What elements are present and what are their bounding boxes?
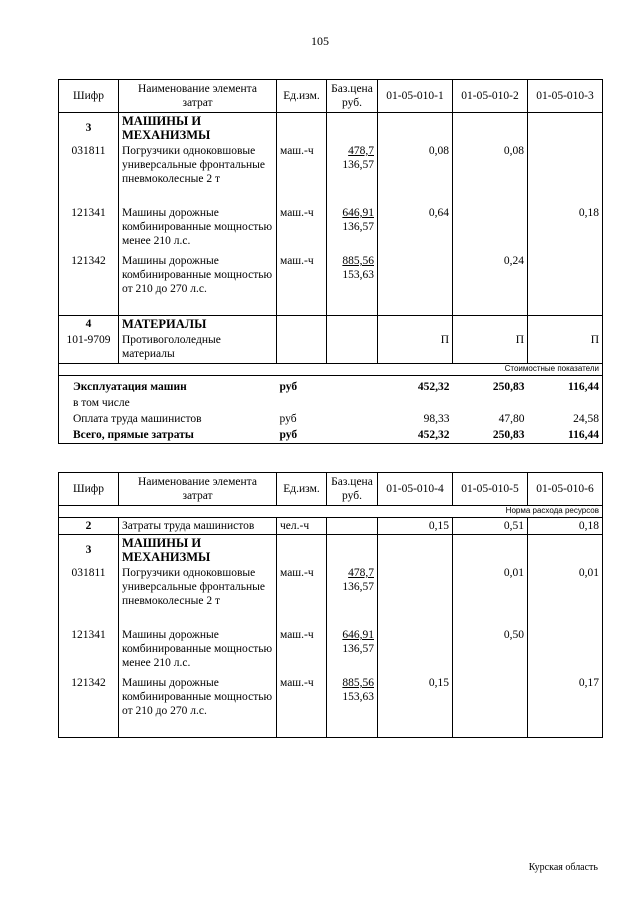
table-header <box>59 473 603 506</box>
summary-label: в том числе <box>59 395 277 411</box>
summary-row <box>59 411 603 427</box>
summary-row <box>59 395 603 411</box>
row-value-2: 0,24 <box>453 253 528 315</box>
row-value-3: 0,18 <box>528 518 603 535</box>
header-name: Наименование элемента затрат <box>119 80 277 113</box>
summary-value-3: 116,44 <box>528 376 603 396</box>
row-name: Погрузчики одноковшовые универсальные фронтальные пневмоколесные 2 т <box>119 565 277 627</box>
summary-value-1: 452,32 <box>417 381 450 393</box>
row-price: 646,91 136,57 <box>327 205 378 253</box>
row-value-2: 0,01 <box>453 565 528 627</box>
row-value-2 <box>453 675 528 737</box>
row-value-1: П <box>378 332 453 364</box>
row-value-1: 0,64 <box>378 205 453 253</box>
summary-value-1: 452,32 <box>378 427 453 444</box>
row-code: 121341 <box>59 205 119 253</box>
header-col-5: 01-05-010-5 <box>453 473 528 506</box>
region-footer: Курская область <box>528 862 598 873</box>
row-value-3 <box>528 143 603 205</box>
summary-label: Эксплуатация машин <box>59 376 277 396</box>
section-row <box>59 535 603 566</box>
note-row <box>59 364 603 376</box>
row-price: 885,56 153,63 <box>327 253 378 315</box>
row-name: Машины дорожные комбинированные мощностью от 210 до 270 л.с. <box>119 675 277 737</box>
row-value-1: 0,15 <box>378 518 453 535</box>
table-row <box>59 627 603 675</box>
row-unit <box>277 332 327 364</box>
header-col-6: 01-05-010-6 <box>528 473 603 506</box>
row-value-3 <box>528 627 603 675</box>
section-row <box>59 315 603 332</box>
row-price: 478,7 136,57 <box>327 143 378 205</box>
resource-table-1 <box>58 79 603 444</box>
header-code: Шифр <box>59 473 119 506</box>
summary-value-2: 250,83 <box>453 427 528 444</box>
header-price: Баз.цена руб. <box>327 473 378 506</box>
row-value-1 <box>378 253 453 315</box>
row-value-3 <box>528 253 603 315</box>
summary-value-3: 116,44 <box>528 427 603 444</box>
summary-label: Оплата труда машинистов <box>59 411 277 427</box>
header-unit: Ед.изм. <box>277 80 327 113</box>
header-name: Наименование элемента затрат <box>119 473 277 506</box>
row-value-3: 0,18 <box>528 205 603 253</box>
row-value-1 <box>378 565 453 627</box>
row-name: Машины дорожные комбинированные мощностью менее 210 л.с. <box>119 205 277 253</box>
note-text: Норма расхода ресурсов <box>59 506 603 518</box>
row-name: Противогололедные материалы <box>119 332 277 364</box>
row-unit: маш.-ч <box>277 627 327 675</box>
summary-value-2: 47,80 <box>498 413 525 425</box>
table-row <box>59 518 603 535</box>
row-code: 121342 <box>59 675 119 737</box>
section-row <box>59 113 603 144</box>
header-col-4: 01-05-010-4 <box>378 473 453 506</box>
header-price: Баз.цена руб. <box>327 80 378 113</box>
table-row <box>59 253 603 315</box>
summary-unit: руб <box>279 381 298 393</box>
row-price: 885,56 153,63 <box>327 675 378 737</box>
header-col-1: 01-05-010-1 <box>378 80 453 113</box>
section-title: МАШИНЫ И МЕХАНИЗМЫ <box>119 535 277 566</box>
section-code: 4 <box>59 315 119 332</box>
note-text: Стоимостные показатели <box>59 364 603 376</box>
row-value-1: 0,15 <box>378 675 453 737</box>
row-code: 031811 <box>59 565 119 627</box>
row-unit: маш.-ч <box>277 205 327 253</box>
section-title: МАШИНЫ И МЕХАНИЗМЫ <box>119 113 277 144</box>
row-unit: маш.-ч <box>277 675 327 737</box>
section-code: 3 <box>59 113 119 144</box>
row-value-2: 0,51 <box>453 518 528 535</box>
row-value-3: П <box>528 332 603 364</box>
summary-value-2: 250,83 <box>492 381 525 393</box>
resource-table-2 <box>58 472 603 738</box>
row-name: Затраты труда машинистов <box>119 518 277 535</box>
row-value-2: 0,50 <box>453 627 528 675</box>
table-row <box>59 675 603 737</box>
summary-unit: руб <box>279 413 297 425</box>
row-name: Машины дорожные комбинированные мощностью от 210 до 270 л.с. <box>119 253 277 315</box>
header-code: Шифр <box>59 80 119 113</box>
summary-row <box>59 376 603 396</box>
row-unit: маш.-ч <box>277 253 327 315</box>
section-code: 3 <box>59 535 119 566</box>
row-value-2: П <box>453 332 528 364</box>
header-col-3: 01-05-010-3 <box>528 80 603 113</box>
row-price: 646,91 136,57 <box>327 627 378 675</box>
row-value-3: 0,01 <box>528 565 603 627</box>
header-col-2: 01-05-010-2 <box>453 80 528 113</box>
page-number: 105 <box>311 34 329 48</box>
row-value-1 <box>378 627 453 675</box>
summary-label: Всего, прямые затраты <box>59 427 277 444</box>
row-code: 101-9709 <box>59 332 119 364</box>
row-code: 121341 <box>59 627 119 675</box>
row-name: Машины дорожные комбинированные мощностью менее 210 л.с. <box>119 627 277 675</box>
table-row <box>59 332 603 364</box>
row-value-2 <box>453 205 528 253</box>
row-value-1: 0,08 <box>378 143 453 205</box>
note-row <box>59 506 603 518</box>
row-price: 478,7 136,57 <box>327 565 378 627</box>
row-name: Погрузчики одноковшовые универсальные фронтальные пневмоколесные 2 т <box>119 143 277 205</box>
section-title: МАТЕРИАЛЫ <box>119 315 277 332</box>
row-code: 031811 <box>59 143 119 205</box>
row-unit: маш.-ч <box>277 565 327 627</box>
summary-unit: руб <box>277 427 327 444</box>
summary-value-1: 98,33 <box>423 413 450 425</box>
summary-value-3: 24,58 <box>528 411 603 427</box>
summary-row <box>59 427 603 444</box>
row-code: 121342 <box>59 253 119 315</box>
row-value-3: 0,17 <box>528 675 603 737</box>
row-code: 2 <box>59 518 119 535</box>
table-row <box>59 205 603 253</box>
row-value-2: 0,08 <box>453 143 528 205</box>
row-unit: чел.-ч <box>277 518 327 535</box>
header-unit: Ед.изм. <box>277 473 327 506</box>
table-row <box>59 143 603 205</box>
table-header <box>59 80 603 113</box>
row-unit: маш.-ч <box>277 143 327 205</box>
table-row <box>59 565 603 627</box>
